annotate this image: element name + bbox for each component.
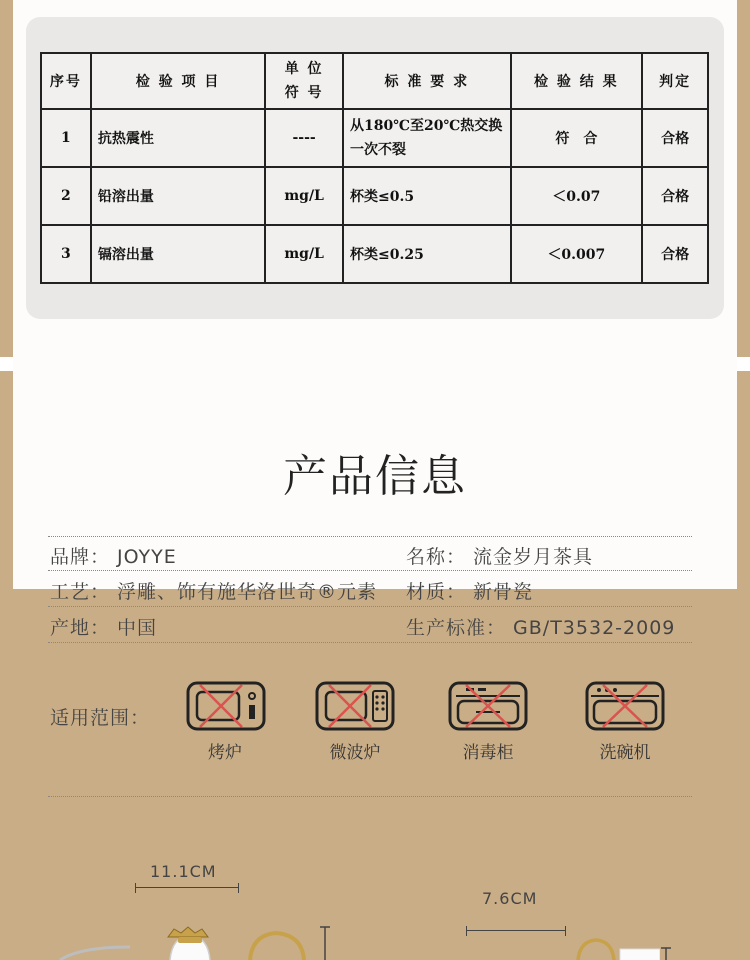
table-row [41, 109, 708, 167]
oven-icon [186, 681, 266, 731]
header-item: 检 验 项 目 [91, 53, 265, 109]
usage-caption: 烤炉 [208, 743, 242, 763]
origin-info: 产地： 中国 [50, 617, 158, 639]
row-standard-line1: 从180℃至20℃热交换 [350, 118, 503, 134]
row-item: 铅溶出量 [91, 167, 265, 225]
divider [48, 606, 692, 607]
width-label-1: 11.1CM [150, 862, 217, 881]
row-verdict: 合格 [642, 225, 708, 283]
row-no: 1 [41, 109, 91, 167]
row-verdict: 合格 [642, 109, 708, 167]
row-result: 符 合 [511, 109, 643, 167]
product-info-title: 产品信息 [283, 451, 467, 502]
table-header-row [41, 53, 708, 109]
brand-info: 品牌： JOYYE [50, 546, 177, 568]
row-item: 镉溶出量 [91, 225, 265, 283]
row-item: 抗热震性 [91, 109, 265, 167]
row-result: ＜0.07 [511, 167, 643, 225]
row-standard: 杯类≤0.5 [343, 167, 511, 225]
header-unit [265, 53, 343, 109]
craft-info: 工艺： 浮雕、饰有施华洛世奇®元素 [50, 581, 378, 603]
dimension-line [135, 883, 239, 893]
row-unit: mg/L [265, 167, 343, 225]
table-row [41, 167, 708, 225]
teapot-image [40, 925, 340, 960]
dimension-line [466, 926, 566, 936]
height-tick [660, 946, 672, 960]
header-result: 检 验 结 果 [511, 53, 643, 109]
divider [48, 570, 692, 571]
disinfection-cabinet-icon [448, 681, 528, 731]
header-verdict: 判定 [642, 53, 708, 109]
dishwasher-icon [585, 681, 665, 731]
row-no: 2 [41, 167, 91, 225]
microwave-icon [315, 681, 395, 731]
divider [48, 796, 692, 797]
header-standard: 标 准 要 求 [343, 53, 511, 109]
width-label-2: 7.6CM [482, 889, 538, 908]
row-standard [343, 109, 511, 167]
row-verdict: 合格 [642, 167, 708, 225]
usage-caption: 消毒柜 [462, 743, 514, 763]
divider [48, 536, 692, 537]
row-no: 3 [41, 225, 91, 283]
usage-label: 适用范围： [50, 707, 151, 729]
cup-image [560, 935, 660, 960]
divider [48, 642, 692, 643]
standard-info: 生产标准： GB/T3532-2009 [406, 617, 676, 639]
usage-caption: 微波炉 [329, 743, 381, 763]
usage-caption: 洗碗机 [599, 743, 651, 763]
header-no: 序号 [41, 53, 91, 109]
name-info: 名称： 流金岁月茶具 [406, 546, 594, 568]
inspection-sheet [26, 17, 724, 319]
header-unit-line1: 单 位 [284, 61, 324, 77]
header-unit-line2: 符 号 [284, 85, 324, 101]
row-standard-line2: 一次不裂 [350, 142, 407, 158]
row-result: ＜0.007 [511, 225, 643, 283]
material-info: 材质： 新骨瓷 [406, 581, 534, 603]
table-row [41, 225, 708, 283]
row-unit: ---- [265, 109, 343, 167]
inspection-table [40, 52, 709, 284]
row-standard: 杯类≤0.25 [343, 225, 511, 283]
row-unit: mg/L [265, 225, 343, 283]
